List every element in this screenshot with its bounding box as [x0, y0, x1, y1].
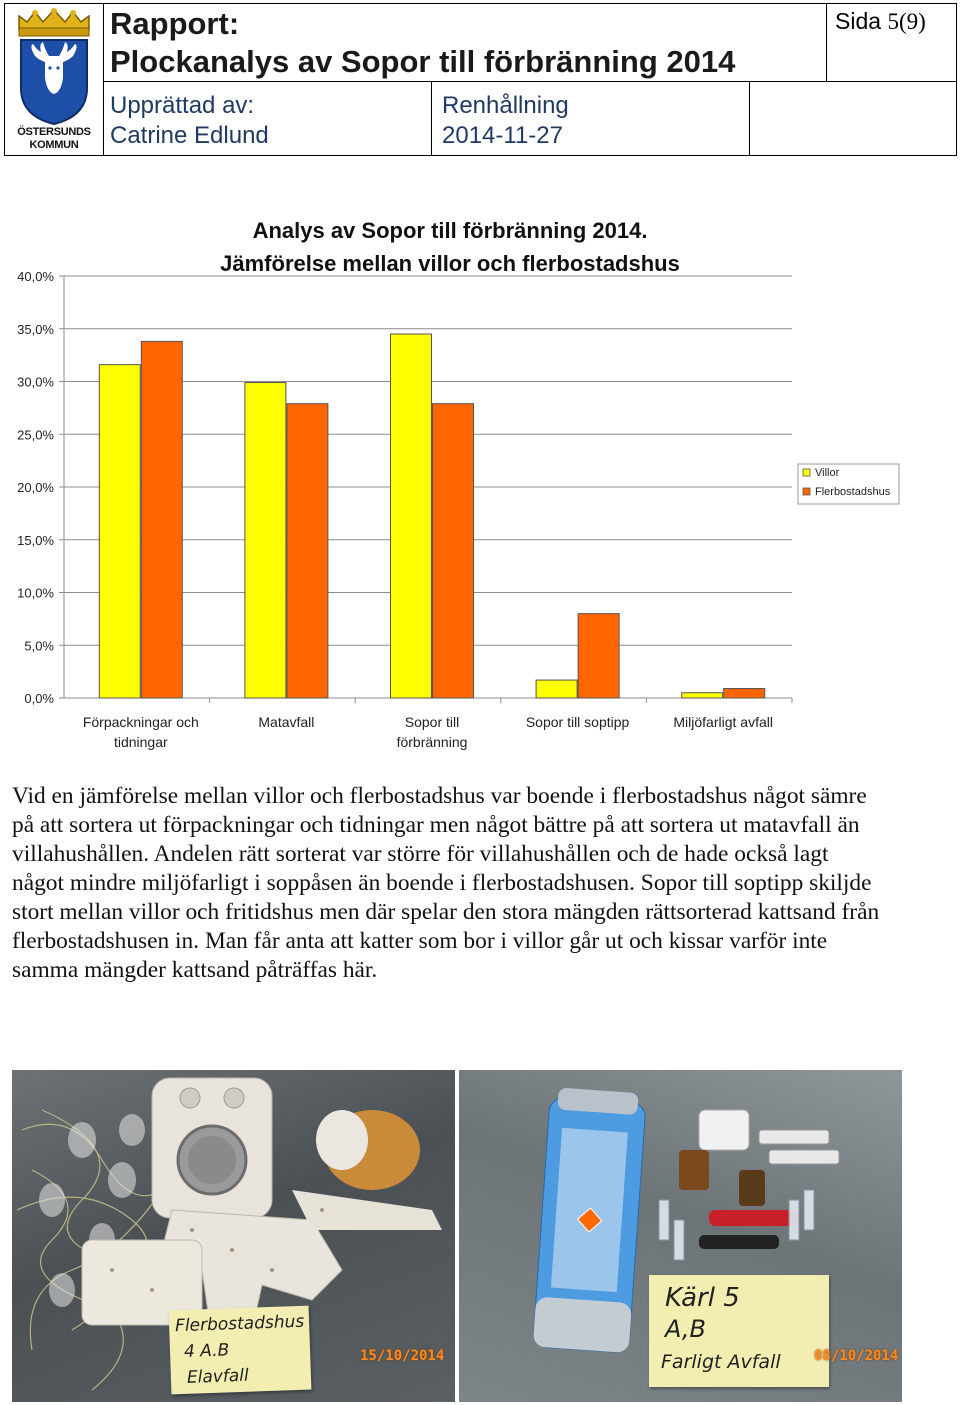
y-tick-label: 35,0%	[17, 321, 54, 337]
logo-text-line1: ÖSTERSUNDS	[17, 126, 91, 138]
page-number	[835, 8, 926, 35]
note-line3: Elavfall	[186, 1365, 250, 1388]
page-number-cell	[827, 4, 956, 82]
department-cell	[432, 82, 750, 155]
y-tick-label: 25,0%	[17, 427, 54, 443]
chart-title: Analys av Sopor till förbränning 2014.	[252, 218, 648, 243]
legend-swatch	[803, 488, 810, 495]
legend-box	[798, 464, 899, 504]
note-line2: A,B	[665, 1315, 706, 1343]
bar-villor	[536, 680, 577, 698]
legend-label: Flerbostadshus	[815, 486, 891, 498]
bar-chart-svg	[0, 205, 910, 755]
bar-villor	[391, 334, 432, 698]
page-prefix: Sida	[835, 8, 888, 34]
department-name: Renhållning	[442, 92, 569, 119]
logo-text	[8, 126, 100, 152]
body-paragraph: Vid en jämförelse mellan villor och flerbostadshus var boende i flerbostadshus något sämre på att sortera ut förpackningar och tidningar men något bättre på att sortera ut matavfall än villahushållen. Andelen rätt sorterat var större för villahushållen och de hade också lagt något mindre miljöfarligt i soppåsen än boende i flerbostadshusen. Sopor till soptipp skiljde stort mellan villor och fritidshus men där spelar den stora mängden rättsorterad kattsand från flerbostadshusen in. Man får anta att katter som bor i villor går ut och kissar varför inte samma mängder kattsand påträffas här.	[12, 783, 880, 983]
x-tick-label: Miljöfarligt avfall	[673, 714, 773, 730]
y-tick-label: 30,0%	[17, 374, 54, 390]
page-number-value: 5(9)	[887, 9, 926, 34]
bar-flerbostadshus	[287, 404, 328, 698]
x-tick-label: tidningar	[113, 734, 168, 750]
note-line3: Farligt Avfall	[661, 1351, 781, 1373]
municipality-coat-of-arms-icon	[13, 8, 95, 126]
chart-subtitle: Jämförelse mellan villor och flerbostadshus	[220, 251, 680, 276]
x-tick-label: Sopor till	[404, 714, 460, 730]
report-date: 2014-11-27	[442, 122, 563, 149]
bar-flerbostadshus	[141, 341, 182, 698]
empty-cell	[750, 82, 956, 155]
photo-date-stamp: 15/10/2014	[360, 1348, 445, 1364]
note-line2: 4 A.B	[183, 1340, 230, 1362]
y-tick-label: 15,0%	[17, 532, 54, 548]
legend-swatch	[803, 469, 810, 476]
bar-flerbostadshus	[433, 404, 474, 698]
x-tick-label: Sopor till soptipp	[525, 714, 630, 730]
report-title: Plockanalys av Sopor till förbränning 2014	[110, 44, 736, 79]
x-tick-label: Matavfall	[258, 714, 315, 730]
x-tick-label: Förpackningar och	[82, 714, 199, 730]
logo-text-line2: KOMMUN	[29, 139, 79, 151]
legend-label: Villor	[815, 467, 840, 479]
bar-villor	[682, 693, 723, 698]
bar-flerbostadshus	[724, 689, 765, 698]
author-cell	[104, 82, 432, 155]
photo-label-note	[169, 1306, 312, 1395]
logo-cell	[5, 4, 104, 155]
document-header	[4, 3, 957, 156]
y-tick-label: 5,0%	[24, 638, 54, 654]
photo-label-note	[649, 1275, 829, 1387]
bar-villor	[245, 383, 286, 698]
report-label: Rapport:	[110, 6, 240, 41]
bar-chart	[0, 205, 910, 755]
author-label: Upprättad av:	[110, 92, 255, 119]
author-name: Catrine Edlund	[110, 122, 269, 149]
note-line1: Flerbostadshus	[174, 1311, 305, 1337]
y-tick-label: 10,0%	[17, 585, 54, 601]
x-tick-label: förbränning	[396, 734, 468, 750]
y-tick-label: 20,0%	[17, 480, 54, 495]
bar-villor	[99, 365, 140, 698]
y-tick-label: 0,0%	[24, 691, 54, 706]
note-line1: Kärl 5	[665, 1283, 740, 1313]
y-tick-label: 40,0%	[17, 269, 54, 284]
photo-hazardous-waste	[459, 1070, 902, 1402]
title-cell	[104, 4, 827, 82]
photo-date-stamp: 08/10/2014	[814, 1348, 899, 1364]
bar-flerbostadshus	[578, 614, 619, 698]
photo-electronic-waste	[12, 1070, 455, 1402]
